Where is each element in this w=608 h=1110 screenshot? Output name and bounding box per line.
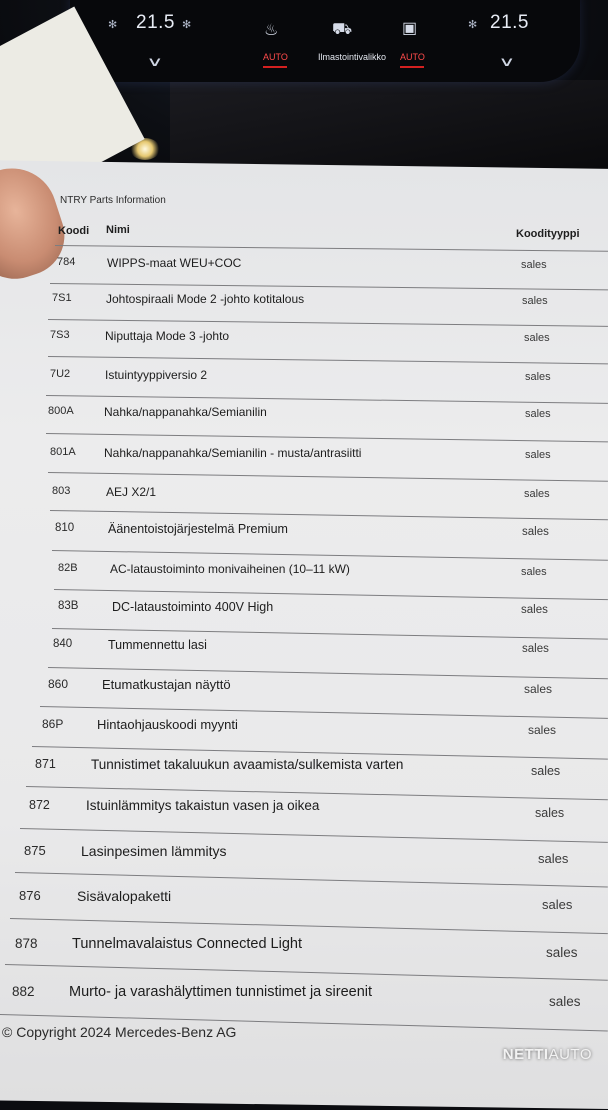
row-name: Lasinpesimen lämmitys: [81, 843, 227, 859]
row-type: sales: [538, 851, 569, 866]
row-type: sales: [525, 449, 551, 461]
row-type: sales: [549, 994, 581, 1009]
left-auto-indicator: [263, 66, 287, 68]
fan-icon: ✻: [182, 19, 192, 31]
watermark-bold: NETTI: [502, 1046, 549, 1063]
row-name: Istuintyyppiversio 2: [105, 368, 208, 382]
right-temperature: 21.5: [490, 12, 529, 33]
row-code: 860: [48, 677, 69, 691]
row-name: DC-lataustoiminto 400V High: [112, 600, 274, 614]
row-type: sales: [528, 723, 557, 737]
row-code: 810: [55, 522, 75, 534]
row-name: Tummennettu lasi: [108, 638, 207, 652]
document-header: NTRY Parts Information: [60, 195, 166, 206]
row-type: sales: [542, 897, 573, 912]
row-type: sales: [524, 682, 553, 696]
dashboard-trim: [170, 80, 608, 170]
copyright-text: © Copyright 2024 Mercedes-Benz AG: [2, 1024, 237, 1040]
column-header-type: Koodityyppi: [516, 228, 580, 240]
row-type: sales: [522, 295, 548, 307]
row-code: 801A: [50, 446, 76, 458]
column-header-code: Koodi: [58, 225, 90, 237]
climate-control-screen: [70, 0, 580, 82]
fan-icon: ✻: [468, 19, 478, 31]
column-header-name: Nimi: [106, 224, 130, 236]
row-name: Murto- ja varashälyttimen tunnistimet ja sireenit: [69, 984, 373, 1000]
row-type: sales: [525, 408, 551, 420]
row-type: sales: [521, 259, 547, 271]
climate-menu-label: Ilmastointivalikko: [318, 52, 387, 62]
row-code: 83B: [58, 600, 79, 612]
seat-heat-icon: ♨: [264, 22, 279, 39]
row-code: 7S1: [52, 292, 72, 304]
row-name: Etumatkustajan näyttö: [102, 677, 231, 692]
row-code: 7U2: [50, 368, 71, 380]
row-type: sales: [521, 566, 547, 578]
row-name: Äänentoistojärjestelmä Premium: [108, 522, 288, 536]
row-name: Hintaohjauskoodi myynti: [97, 717, 238, 732]
watermark-thin: AUTO: [548, 1046, 592, 1063]
row-name: Istuinlämmitys takaistun vasen ja oikea: [86, 798, 320, 813]
row-type: sales: [525, 371, 551, 383]
row-name: AC-lataustoiminto monivaiheinen (10–11 kW): [110, 562, 350, 576]
row-type: sales: [535, 806, 565, 820]
row-type: sales: [524, 332, 550, 344]
fan-icon: ✻: [108, 19, 118, 31]
row-code: 876: [19, 888, 41, 903]
right-auto-label: AUTO: [400, 52, 425, 62]
row-code: 840: [53, 638, 73, 650]
row-code: 803: [52, 485, 71, 497]
chevron-down-icon: ∨: [498, 54, 516, 69]
row-name: Sisävalopaketti: [77, 888, 172, 904]
row-code: 82B: [58, 562, 78, 574]
left-temperature: 21.5: [136, 12, 175, 33]
row-code: 800A: [48, 405, 74, 417]
row-code: 872: [29, 798, 50, 812]
row-code: 875: [24, 843, 46, 858]
row-code: 7S3: [50, 329, 70, 341]
row-name: Nahka/nappanahka/Semianilin: [104, 405, 267, 419]
row-name: Tunnelmavalaistus Connected Light: [72, 936, 302, 952]
row-type: sales: [522, 526, 549, 538]
row-name: WIPPS-maat WEU+COC: [107, 256, 242, 270]
row-type: sales: [546, 945, 578, 960]
row-type: sales: [531, 764, 561, 778]
row-type: sales: [521, 604, 548, 616]
left-auto-label: AUTO: [263, 52, 288, 62]
row-name: Niputtaja Mode 3 -johto: [105, 329, 230, 343]
row-code: 878: [15, 936, 38, 951]
watermark-logo: [503, 1046, 592, 1063]
row-code: 882: [12, 984, 35, 999]
car-icon: ⛟: [332, 21, 353, 38]
row-name: Tunnistimet takaluukun avaamista/sulkemista varten: [91, 757, 404, 772]
row-name: Nahka/nappanahka/Semianilin - musta/antrasiitti: [104, 446, 362, 460]
chevron-down-icon: ∨: [146, 54, 164, 69]
right-auto-indicator: [400, 66, 424, 68]
row-name: Johtospiraali Mode 2 -johto kotitalous: [106, 292, 305, 306]
row-name: AEJ X2/1: [106, 485, 157, 499]
row-type: sales: [524, 488, 550, 500]
row-code: 784: [57, 256, 76, 268]
rear-defrost-icon: ▣: [402, 20, 418, 37]
row-type: sales: [522, 643, 549, 655]
row-code: 871: [35, 757, 56, 771]
row-code: 86P: [42, 717, 64, 731]
